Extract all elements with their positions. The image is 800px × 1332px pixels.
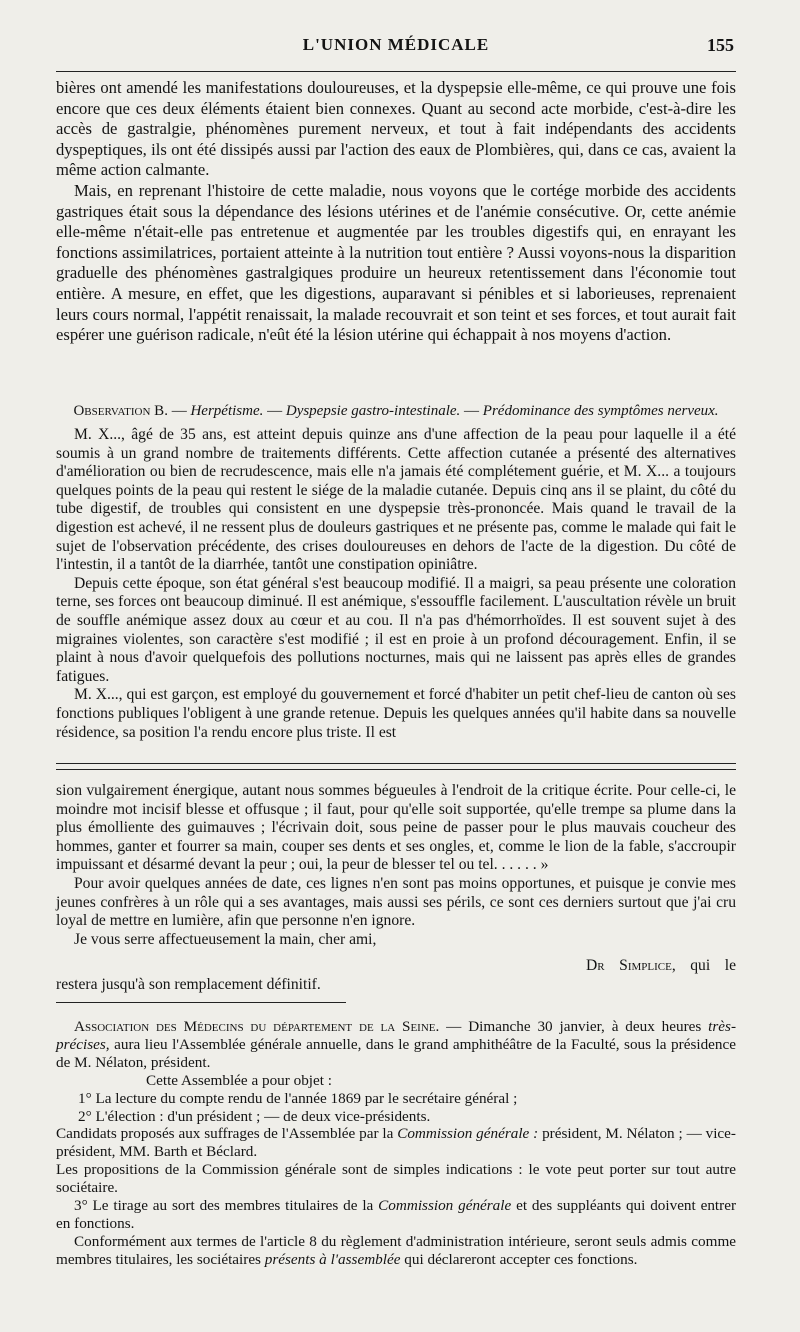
- running-title: L'UNION MÉDICALE: [302, 35, 490, 54]
- notice-text: aura lieu l'Assemblée générale annuelle, dans le grand amphithéâtre de la Faculté, sous la présidence de M. Nélaton, président.: [56, 1035, 736, 1071]
- notice-conformement: [56, 1233, 736, 1269]
- observation-title-2: Dyspepsie gastro-intestinale.: [285, 403, 461, 419]
- notice-propositions: Les propositions de la Commission générale sont de simples indications : le vote peut porter sur tout autre sociétaire.: [56, 1161, 736, 1197]
- notice-objet: Cette Assemblée a pour objet :: [146, 1071, 333, 1089]
- page-number: 155: [707, 35, 734, 55]
- paragraph: Depuis cette époque, son état général s'est beaucoup modifié. Il a maigri, sa peau présente une coloration terne, ses forces ont beaucoup diminué. Il est anémique, s'essouffle facilement. L'auscultation révèle un bruit de souffle anémique assez doux au cœur et au cou. Il n'a pas d'hémorrhoïdes. Il est souvent sujet à des migraines violentes, son caractère s'est modifié ; il est en proie à un profond découragement. Enfin, il se plaint à nous d'avoir quelquefois des pollutions nocturnes, mais qui ne laissent pas après elles de grandes fatigues.: [56, 574, 736, 685]
- notice-item: 1° La lecture du compte rendu de l'année 1869 par le secrétaire général ;: [78, 1089, 518, 1107]
- notice-intro: [56, 1018, 736, 1072]
- notice-tirage: [56, 1197, 736, 1233]
- notice-text: — Dimanche 30 janvier, à deux heures: [439, 1018, 709, 1035]
- association-notice: [56, 1018, 736, 1269]
- paragraph: bières ont amendé les manifestations douloureuses, et la dyspepsie elle-même, ce qui prouve une fois encore que ces deux éléments étaient bien connexes. Quant au second acte morbide, c'est-à-dire les accès de gastralgie, phénomènes purement nerveux, et tout à fait indépendants des accidents dyspeptiques, ils ont été dissipés aussi par l'action des eaux de Plombières, qui, dans ce cas, avaient la même action calmante.: [56, 78, 736, 180]
- section-separator: [56, 1002, 346, 1003]
- page-header: [56, 35, 736, 59]
- signature-name: Dr Simplice,: [586, 957, 676, 975]
- paragraph: Je vous serre affectueusement la main, cher ami,: [74, 930, 377, 948]
- feuilleton-section: [56, 782, 736, 995]
- signature-tail: qui le restera jusqu'à son remplacement définitif.: [56, 957, 736, 993]
- notice-text: président, M. Nélaton ; — vice-président, MM. Barth et Béclard.: [56, 1125, 736, 1161]
- heading-dash: —: [460, 403, 483, 419]
- notice-emphasis: très-précises,: [56, 1018, 736, 1053]
- paragraph: sion vulgairement énergique, autant nous sommes bégueules à l'endroit de la critique écrite. Pour celle-ci, le moindre mot incisif blesse et offusque ; il faut, pour qu'elle soit supportée, qu'elle trempe sa plume dans la plus émolliente des guimauves ; l'écrivain doit, sous peine de passer pour le plus mauvais coucheur des hommes, ganter et fourrer sa main, couper ses dents et ses ongles, et, comme le lion de la fable, s'accroupir impuissant et désarmé devant la peur ; oui, la peur de blesser tel ou tel. . . . . . »: [56, 782, 736, 874]
- observation-title-3: Prédominance des symptômes nerveux.: [482, 403, 719, 419]
- signature: [56, 957, 736, 994]
- notice-item: 2° L'élection : d'un président ; — de deux vice-présidents.: [78, 1107, 431, 1125]
- feuilleton-separator: [56, 763, 736, 770]
- notice-emphasis: Commission générale :: [397, 1125, 539, 1143]
- paragraph: M. X..., qui est garçon, est employé du gouvernement et forcé d'habiter un petit chef-lieu de canton où ses fonctions publiques l'obligent à une grande retenue. Depuis les quelques années qu'il habite dans sa nouvelle résidence, sa position l'a rendu encore plus triste. Il est: [56, 686, 736, 741]
- notice-text: et des suppléants qui doivent entrer en fonctions.: [56, 1197, 736, 1232]
- heading-dash: —: [167, 403, 191, 419]
- notice-emphasis: présents à l'assemblée: [264, 1250, 401, 1268]
- notice-text: 3° Le tirage au sort des membres titulaires de la: [74, 1197, 379, 1215]
- body-section-1: [56, 78, 736, 346]
- observation-title-1: Herpétisme.: [190, 403, 264, 419]
- paragraph: M. X..., âgé de 35 ans, est atteint depuis quinze ans d'une affection de la peau pour laquelle il a été soumis à un grand nombre de traitements différents. Cette affection cutanée a présenté des alternatives d'amélioration ou bien de recrudescence, mais elle n'a jamais été complétement guérie, et M. X... a toujours quelques points de la peau qui restent le siége de la maladie cutanée. Depuis cinq ans il se plaint, du côté du tube digestif, de troubles qui consistent en une dyspepsie très-prononcée. Mais quand le travail de la digestion est achevé, il ne ressent plus de douleurs gastriques et ne présente pas, comme le malade qui fait le sujet de l'observation précédente, des crises douloureuses en dehors de l'acte de la digestion. Du côté de l'intestin, il a tantôt de la diarrhée, tantôt une constipation opiniâtre.: [56, 426, 736, 574]
- header-rule: [56, 71, 736, 72]
- paragraph: Mais, en reprenant l'histoire de cette maladie, nous voyons que le cortége morbide des accidents gastriques était sous la dépendance des lésions utérines et de l'anémie consécutive. Or, cette anémie elle-même n'était-elle pas entretenue et augmentée par les troubles digestifs qui, en enrayant les fonctions assimilatrices, portaient atteinte à la nutrition tout entière ? Aussi voyons-nous la disparition graduelle des phénomènes gastralgiques produire un heureux retentissement dans l'économie tout entière. A mesure, en effet, que les digestions, auparavant si pénibles et si laborieuses, reprenaient leurs cours normal, l'appétit renaissait, la malade recouvrait et son teint et ses forces, et tout aurait fait espérer une guérison radicale, n'eût été la lésion utérine qui échappait à nos moyens d'action.: [56, 180, 736, 345]
- observation-section: [56, 402, 736, 742]
- observation-heading: [56, 402, 736, 420]
- notice-candidats: [56, 1125, 736, 1161]
- notice-text: qui déclareront accepter ces fonctions.: [400, 1250, 638, 1268]
- notice-emphasis: Commission générale: [378, 1197, 512, 1215]
- notice-text: Conformément aux termes de l'article 8 du règlement d'administration intérieure, seront seuls admis comme membres titulaires, les sociétaires: [56, 1232, 736, 1268]
- observation-label: Observation B.: [73, 403, 168, 419]
- paragraph: Pour avoir quelques années de date, ces lignes n'en sont pas moins opportunes, et puisque je convie mes jeunes confrères à un rôle qui a ses avantages, mais aussi ses périls, ce sont ces derniers surtout que j'ai cru loyal de mettre en lumière, afin que personne n'en ignore.: [56, 874, 736, 930]
- notice-text: Candidats proposés aux suffrages de l'Assemblée par la: [56, 1125, 398, 1143]
- association-heading: Association des Médecins du département de la Seine.: [74, 1018, 440, 1035]
- heading-dash: —: [263, 403, 286, 419]
